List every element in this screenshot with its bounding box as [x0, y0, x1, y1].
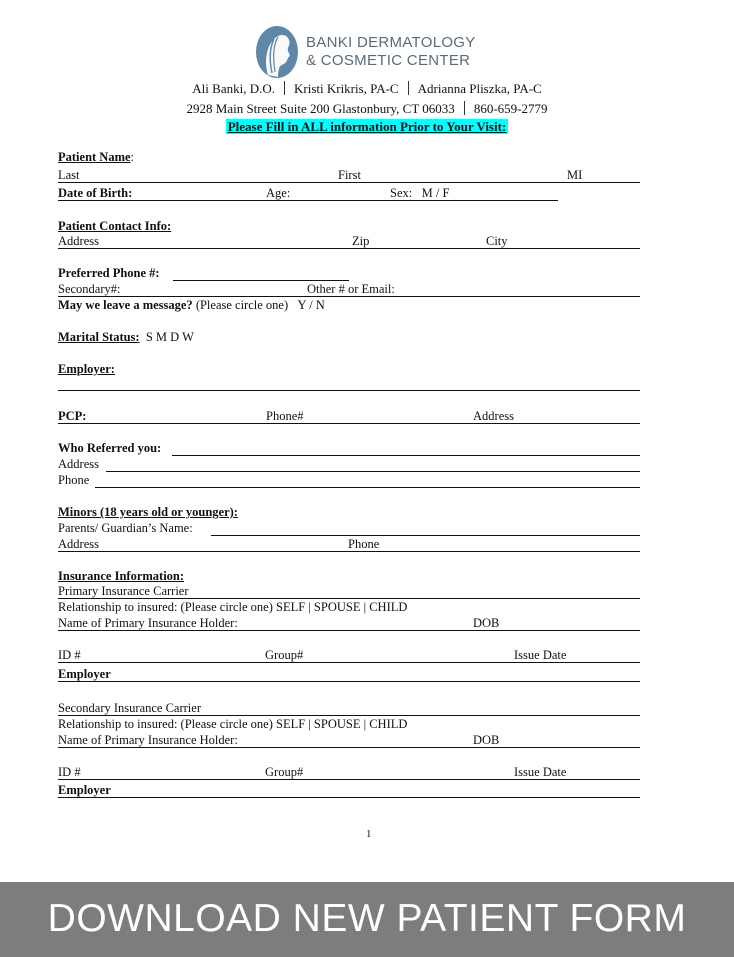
contact-heading: Patient Contact Info: — [58, 219, 172, 233]
minor-address-label: Address — [58, 537, 99, 551]
secondary-carrier-line[interactable] — [58, 715, 640, 716]
practice-phone: 860-659-2779 — [473, 101, 548, 116]
group-label: Group# — [265, 648, 304, 662]
insurance-employer-line-2[interactable] — [58, 797, 640, 798]
referred-label: Who Referred you: — [58, 441, 162, 455]
provider-1: Ali Banki, D.O. — [192, 81, 275, 96]
pcp-address-label: Address — [473, 409, 514, 423]
patient-name-line[interactable] — [58, 182, 640, 183]
minor-address-line[interactable] — [58, 551, 640, 552]
guardian-line[interactable] — [211, 535, 640, 536]
holder-line[interactable] — [58, 630, 640, 631]
id-label-2: ID # — [58, 765, 81, 779]
yes-no-options: Y / N — [297, 298, 325, 312]
guardian-label: Parents/ Guardian’s Name: — [58, 521, 193, 535]
city-label: City — [486, 234, 508, 248]
address-line — [0, 101, 734, 117]
notice-line — [0, 119, 734, 135]
secondary-carrier-label: Secondary Insurance Carrier — [58, 701, 201, 715]
primary-carrier-line[interactable] — [58, 598, 640, 599]
first-name-label: First — [338, 168, 361, 182]
leave-message-label: May we leave a message? (Please circle one) Y / N — [58, 298, 325, 312]
issue-date-label: Issue Date — [514, 648, 567, 662]
dob-line[interactable] — [58, 200, 558, 201]
provider-3: Adrianna Pliszka, PA-C — [417, 81, 542, 96]
primary-carrier-label: Primary Insurance Carrier — [58, 584, 189, 598]
id-label: ID # — [58, 648, 81, 662]
marital-options: S M D W — [145, 330, 194, 344]
issue-date-label-2: Issue Date — [514, 765, 567, 779]
logo — [254, 25, 300, 79]
referred-line[interactable] — [172, 455, 640, 456]
minor-phone-label: Phone — [348, 537, 380, 551]
holder-label-2: Name of Primary Insurance Holder: — [58, 733, 238, 747]
secondary-line[interactable] — [58, 296, 640, 297]
logo-line-2: & COSMETIC CENTER — [306, 52, 471, 69]
relationship-label-2: Relationship to insured: (Please circle one) SELF | SPOUSE | CHILD — [58, 717, 408, 731]
id-line[interactable] — [58, 662, 640, 663]
divider — [464, 101, 465, 115]
face-profile-icon — [254, 25, 300, 79]
holder-label: Name of Primary Insurance Holder: — [58, 616, 238, 630]
other-email-label: Other # or Email: — [307, 282, 395, 296]
referrer-address-line[interactable] — [106, 471, 640, 472]
holder-line-2[interactable] — [58, 747, 640, 748]
logo-line-1: BANKI DERMATOLOGY — [306, 34, 476, 51]
employer-heading: Employer: — [58, 362, 115, 376]
zip-label: Zip — [352, 234, 370, 248]
preferred-phone-label: Preferred Phone #: — [58, 266, 160, 280]
minors-heading: Minors (18 years old or younger): — [58, 505, 238, 519]
sex-options: M / F — [421, 186, 450, 200]
divider — [408, 81, 409, 95]
providers-line — [0, 81, 734, 97]
page-number: 1 — [366, 828, 372, 840]
marital-status-label: Marital Status: S M D W — [58, 330, 194, 344]
referrer-address-label: Address — [58, 457, 99, 471]
contact-line[interactable] — [58, 248, 640, 249]
download-button-label[interactable]: DOWNLOAD NEW PATIENT FORM — [47, 897, 687, 940]
middle-initial-label: MI — [567, 168, 583, 182]
relationship-label: Relationship to insured: (Please circle one) SELF | SPOUSE | CHILD — [58, 600, 408, 614]
pcp-phone-label: Phone# — [266, 409, 304, 423]
insurance-employer-label-2: Employer — [58, 783, 111, 797]
provider-2: Kristi Krikris, PA-C — [293, 81, 399, 96]
pcp-label: PCP: — [58, 409, 87, 423]
secondary-phone-label: Secondary#: — [58, 282, 121, 296]
age-label: Age: — [266, 186, 291, 200]
pcp-line[interactable] — [58, 423, 640, 424]
contact-address-label: Address — [58, 234, 99, 248]
dob-label: Date of Birth: — [58, 186, 133, 200]
divider — [284, 81, 285, 95]
patient-name-heading: Patient Name: — [58, 150, 135, 164]
last-name-label: Last — [58, 168, 80, 182]
group-label-2: Group# — [265, 765, 304, 779]
insurance-employer-line[interactable] — [58, 681, 640, 682]
preferred-phone-line[interactable] — [173, 280, 349, 281]
insurance-heading: Insurance Information: — [58, 569, 185, 583]
referrer-phone-line[interactable] — [95, 487, 640, 488]
holder-dob-label: DOB — [473, 616, 500, 630]
sex-label: Sex: M / F — [390, 186, 450, 200]
insurance-employer-label: Employer — [58, 667, 111, 681]
id-line-2[interactable] — [58, 779, 640, 780]
holder-dob-label-2: DOB — [473, 733, 500, 747]
fill-notice: Please Fill in ALL information Prior to Your Visit: — [227, 119, 507, 134]
employer-line[interactable] — [58, 390, 640, 391]
practice-address: 2928 Main Street Suite 200 Glastonbury, CT 06033 — [186, 101, 455, 116]
referrer-phone-label: Phone — [58, 473, 90, 487]
